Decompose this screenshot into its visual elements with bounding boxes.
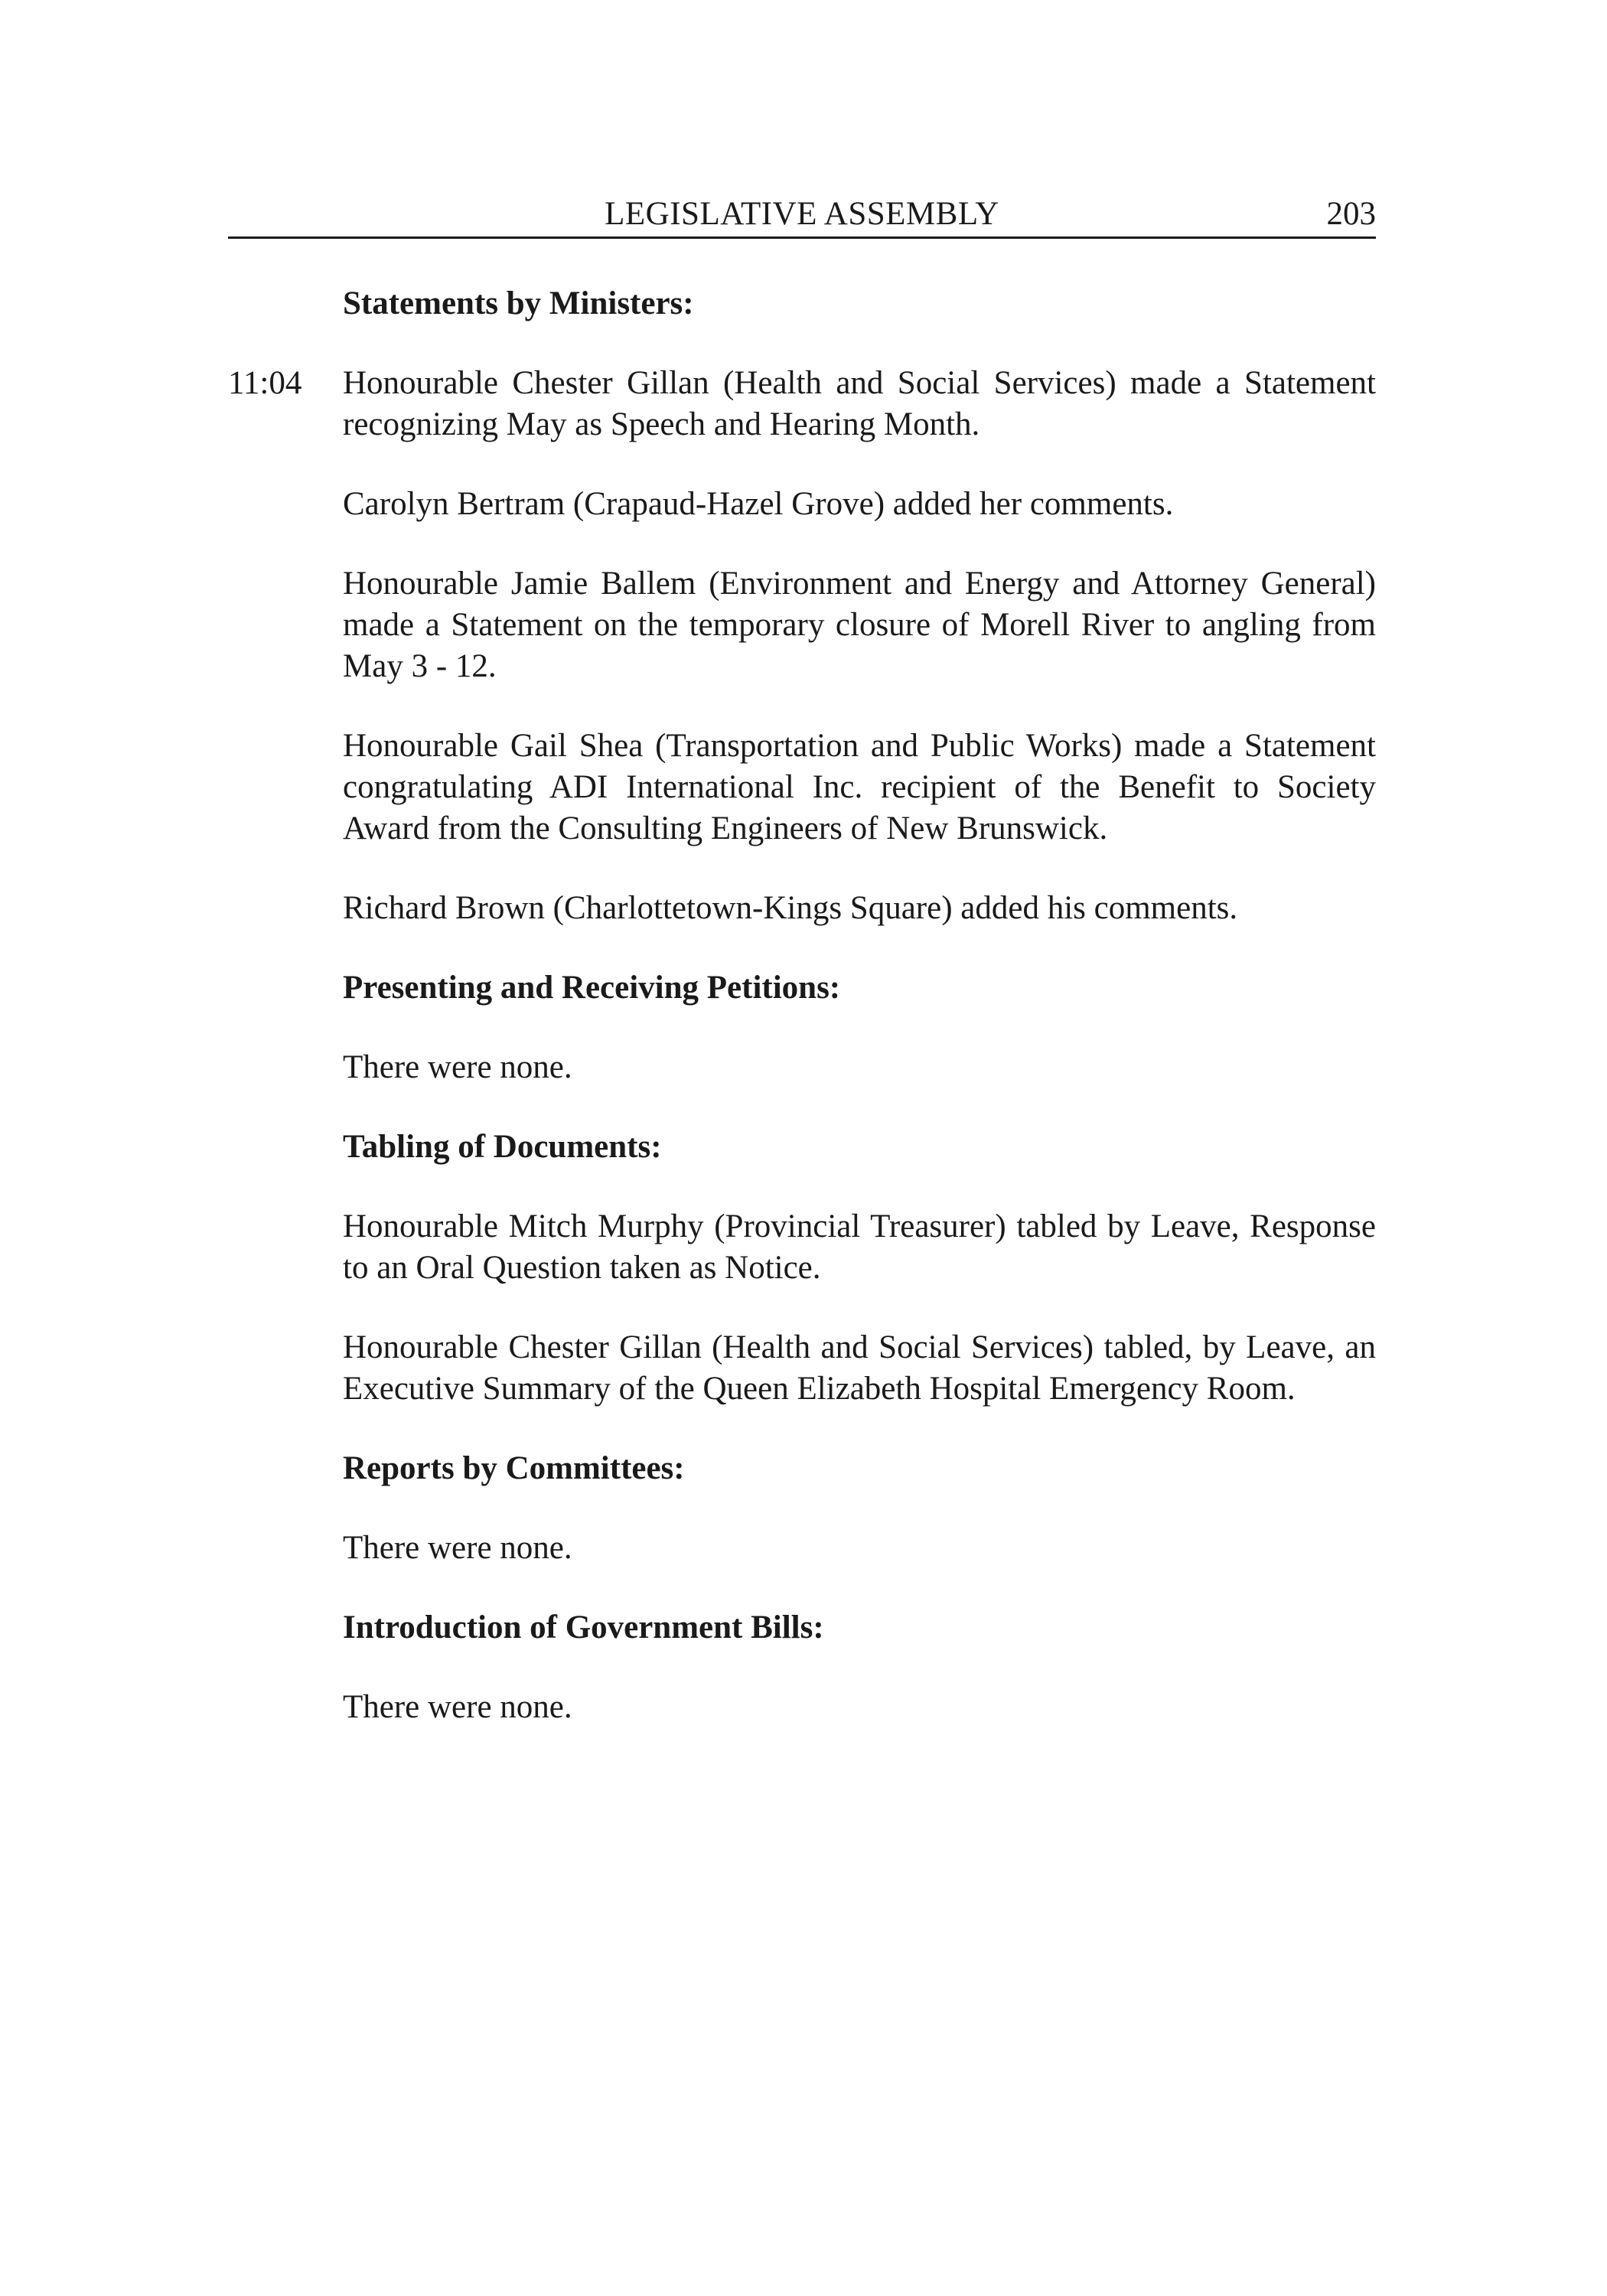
journal-entry bbox=[228, 363, 1376, 445]
section-petitions bbox=[228, 967, 1376, 1088]
page-number: 203 bbox=[1326, 196, 1376, 232]
running-title: LEGISLATIVE ASSEMBLY bbox=[605, 196, 999, 232]
journal-entry bbox=[343, 888, 1376, 929]
page-header bbox=[228, 193, 1376, 236]
journal-entry bbox=[343, 726, 1376, 850]
journal-entry bbox=[343, 1528, 1376, 1569]
entry-text: There were none. bbox=[343, 1689, 572, 1725]
section-reports-by-committees bbox=[228, 1448, 1376, 1569]
section-heading: Tabling of Documents: bbox=[343, 1129, 662, 1165]
entry-text: Honourable Chester Gillan (Health and Social Services) made a Statement recognizing May as Speech and Hearing Month. bbox=[343, 365, 1376, 442]
entry-text: Honourable Chester Gillan (Health and Social Services) tabled, by Leave, an Executive Summary of the Queen Elizabeth Hospital Emergency Room. bbox=[343, 1329, 1376, 1407]
entry-text: Honourable Gail Shea (Transportation and Public Works) made a Statement congratulating ADI International Inc. recipient of the Benefit to Society Award from the Consulting Engineers of New Brunswick. bbox=[343, 728, 1376, 846]
journal-content bbox=[228, 283, 1376, 1728]
section-heading: Introduction of Government Bills: bbox=[343, 1609, 824, 1645]
section-tabling-of-documents bbox=[228, 1127, 1376, 1410]
entry-text: There were none. bbox=[343, 1049, 572, 1085]
section-government-bills bbox=[228, 1607, 1376, 1728]
entry-text: There were none. bbox=[343, 1530, 572, 1566]
section-heading: Presenting and Receiving Petitions: bbox=[343, 970, 841, 1006]
entry-text: Carolyn Bertram (Crapaud-Hazel Grove) added her comments. bbox=[343, 486, 1174, 522]
entry-text: Richard Brown (Charlottetown-Kings Square) added his comments. bbox=[343, 890, 1238, 926]
journal-entry bbox=[343, 1206, 1376, 1289]
section-heading: Reports by Committees: bbox=[343, 1450, 685, 1486]
section-statements-by-ministers bbox=[228, 283, 1376, 929]
journal-entry bbox=[343, 1327, 1376, 1410]
journal-entry bbox=[343, 563, 1376, 687]
header-rule bbox=[228, 236, 1376, 239]
time-stamp: 11:04 bbox=[228, 365, 302, 401]
journal-entry bbox=[343, 1687, 1376, 1728]
section-heading: Statements by Ministers: bbox=[343, 285, 694, 321]
journal-entry bbox=[343, 484, 1376, 525]
journal-entry bbox=[343, 1047, 1376, 1088]
entry-text: Honourable Jamie Ballem (Environment and Energy and Attorney General) made a Statement on the temporary closure of Morell River to angling from May 3 - 12. bbox=[343, 566, 1376, 684]
entry-text: Honourable Mitch Murphy (Provincial Treasurer) tabled by Leave, Response to an Oral Question taken as Notice. bbox=[343, 1208, 1376, 1286]
